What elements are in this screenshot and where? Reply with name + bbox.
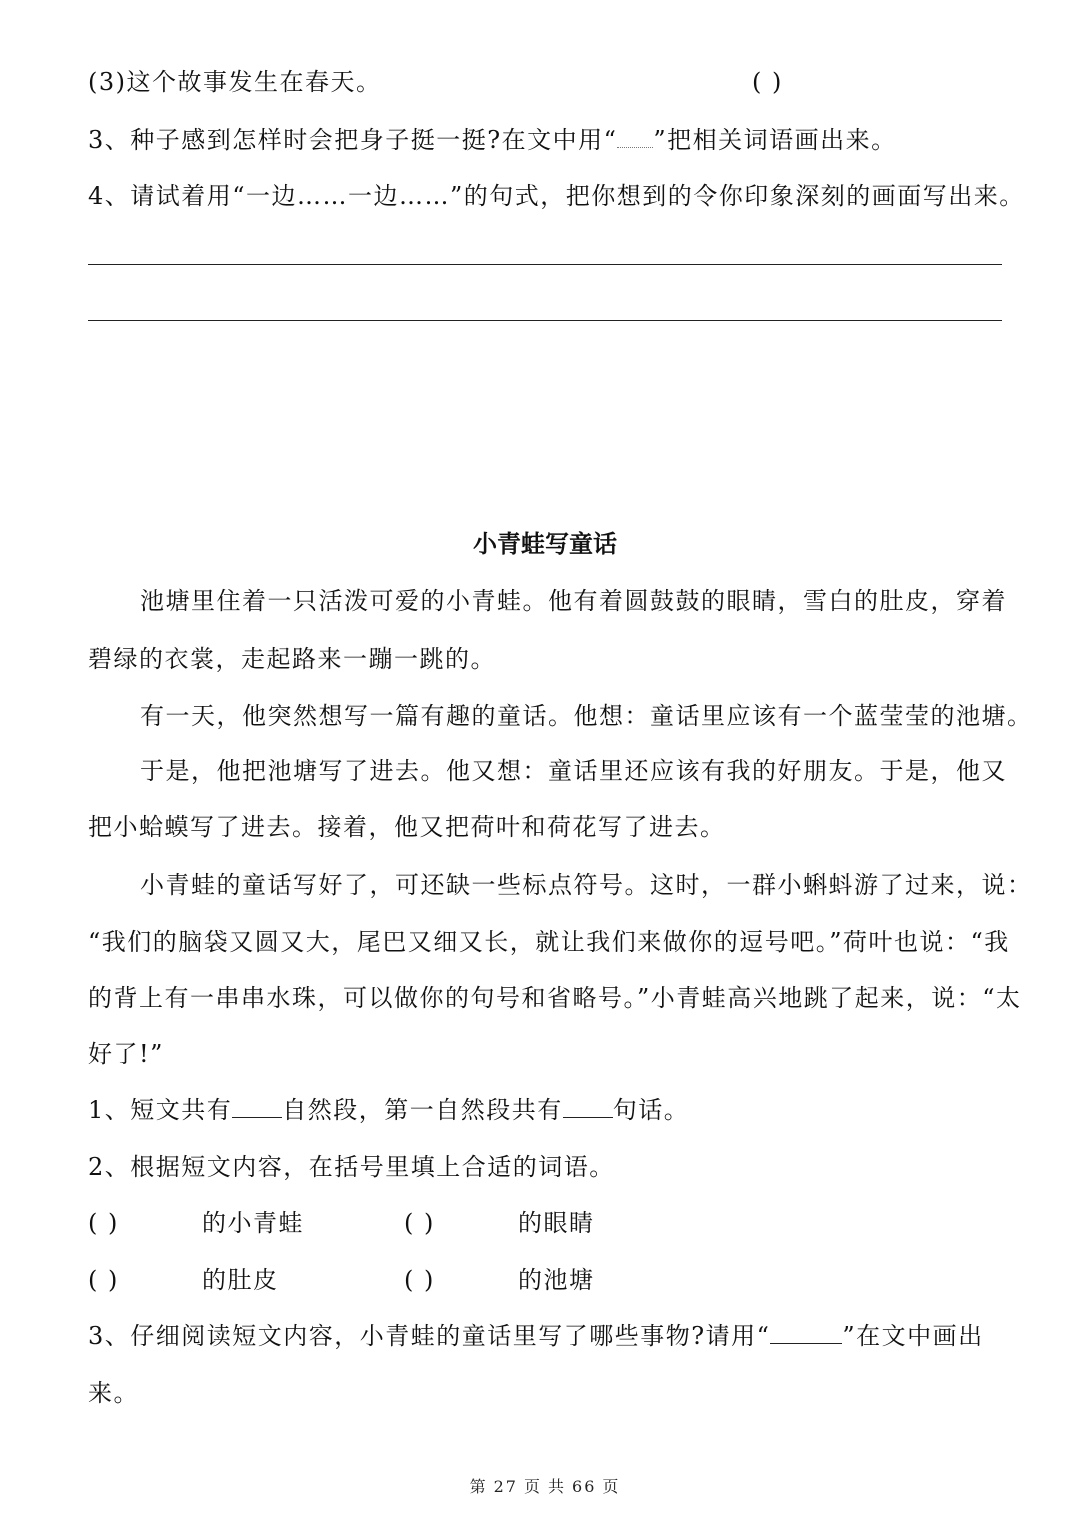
fill-paren[interactable]: ( ) (404, 1209, 435, 1237)
footer-label: 页 (602, 1477, 621, 1496)
question-3 (88, 124, 897, 156)
answer-line-1[interactable] (88, 264, 1002, 265)
question-3-text-end: ”把相关词语画出来。 (653, 126, 897, 154)
question-1-text-b: 自然段，第一自然段共有 (282, 1096, 563, 1124)
fill-paren[interactable]: ( ) (88, 1266, 119, 1294)
footer-label: 页 (523, 1477, 542, 1496)
blank-paragraph-count[interactable] (232, 1097, 282, 1118)
fill-item-text: 的小青蛙 (202, 1209, 304, 1237)
fill-item-text: 的池塘 (518, 1266, 595, 1294)
article-line: 碧绿的衣裳，走起路来一蹦一跳的。 (88, 645, 496, 673)
question-3-bottom-text-a: 3、仔细阅读短文内容，小青蛙的童话里写了哪些事物?请用“ (88, 1322, 771, 1350)
page-total: 66 (572, 1477, 597, 1496)
article-line: 池塘里住着一只活泼可爱的小青蛙。他有着圆鼓鼓的眼睛，雪白的肚皮，穿着 (140, 587, 1007, 615)
question-4-text: 4、请试着用“一边……一边……”的句式，把你想到的令你印象深刻的画面写出来。 (88, 182, 1025, 210)
fill-paren[interactable]: ( ) (88, 1209, 119, 1237)
question-1 (88, 1094, 689, 1126)
fill-paren[interactable]: ( ) (404, 1266, 435, 1294)
article-line: “我们的脑袋又圆又大，尾巴又细又长，就让我们来做你的逗号吧。”荷叶也说：“我 (88, 928, 1010, 956)
question-2: 2、根据短文内容，在括号里填上合适的词语。 (88, 1153, 615, 1181)
article-title: 小青蛙写童话 (473, 530, 617, 558)
article-line: 小青蛙的童话写好了，可还缺一些标点符号。这时，一群小蝌蚪游了过来，说： (140, 871, 1033, 899)
answer-line-2[interactable] (88, 320, 1002, 321)
footer-label: 共 (548, 1477, 567, 1496)
page-footer (0, 1476, 1080, 1498)
blank-sentence-count[interactable] (563, 1097, 613, 1118)
question-4 (88, 180, 1025, 212)
article-line: 把小蛤蟆写了进去。接着，他又把荷叶和荷花写了进去。 (88, 813, 726, 841)
question-1-text-c: 句话。 (612, 1096, 690, 1124)
article-line: 的背上有一串串水珠，可以做你的句号和省略号。”小青蛙高兴地跳了起来，说：“太 (88, 984, 1022, 1012)
question-3-text-start: 3、种子感到怎样时会把身子挺一挺?在文中用“ (88, 126, 618, 154)
question-3-bottom (88, 1320, 984, 1352)
page-number: 27 (493, 1477, 518, 1496)
dotted-underline-sample (617, 129, 653, 148)
question-1-text-a: 1、短文共有 (88, 1096, 233, 1124)
question-3-bottom-cont: 来。 (88, 1379, 139, 1407)
underline-sample (770, 1323, 842, 1344)
footer-label: 第 (469, 1477, 488, 1496)
fill-item-text: 的眼睛 (518, 1209, 595, 1237)
question-3-sub-3 (88, 66, 382, 98)
question-3-sub-3-text: (3)这个故事发生在春天。 (88, 68, 382, 96)
answer-parentheses[interactable]: ( ) (752, 68, 783, 96)
question-3-bottom-text-b: ”在文中画出 (842, 1322, 984, 1350)
article-line: 于是，他把池塘写了进去。他又想：童话里还应该有我的好朋友。于是，他又 (140, 757, 1007, 785)
article-line: 好了!” (88, 1040, 164, 1068)
article-line: 有一天，他突然想写一篇有趣的童话。他想：童话里应该有一个蓝莹莹的池塘。 (140, 702, 1033, 730)
fill-item-text: 的肚皮 (202, 1266, 279, 1294)
